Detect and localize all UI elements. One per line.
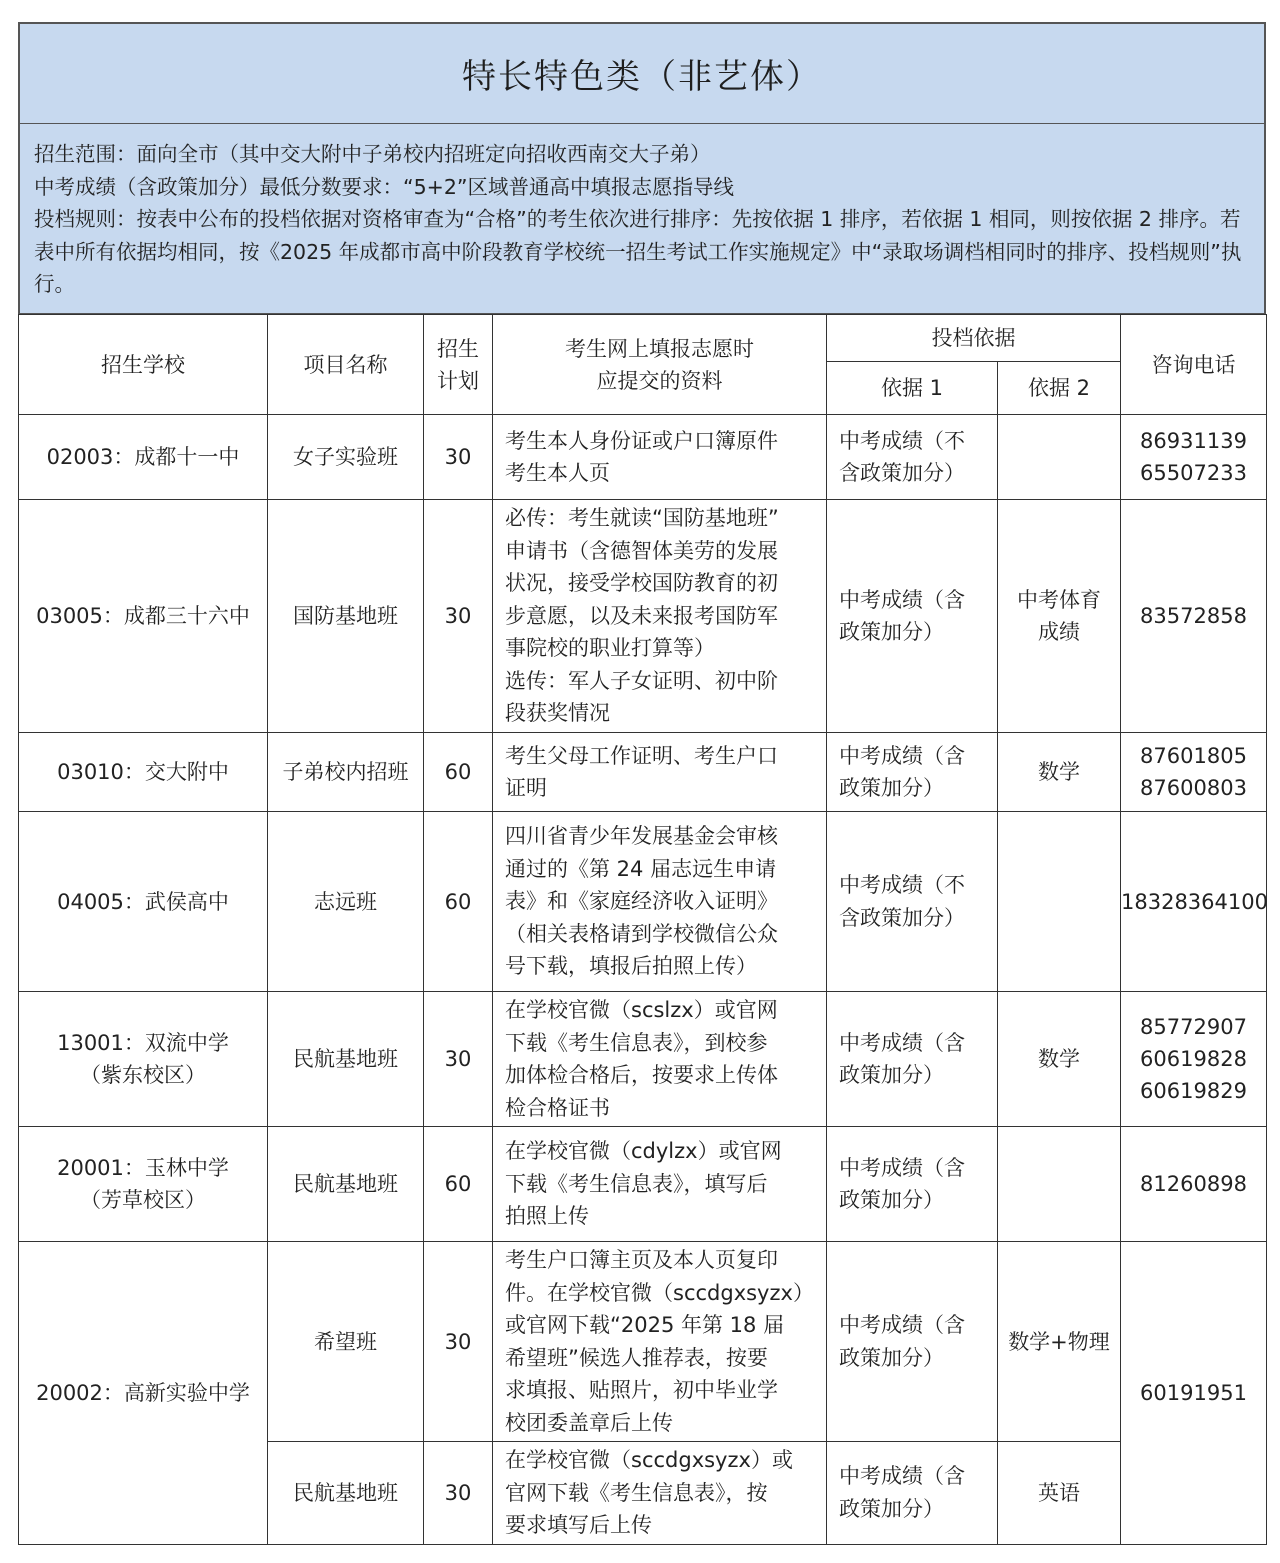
- materials-line: 下载《考生信息表》，填写后: [505, 1171, 768, 1196]
- school-cell: [19, 1127, 268, 1242]
- school-name-line: （芳草校区）: [80, 1188, 206, 1212]
- phone-cell: [1121, 733, 1267, 812]
- basis1-line: 含政策加分）: [839, 905, 965, 930]
- materials-line: 号下载，填报后拍照上传）: [505, 954, 757, 979]
- materials-line: 在学校官微（cdylzx）或官网: [505, 1139, 782, 1164]
- school-cell: [19, 733, 268, 812]
- school-cell: [19, 812, 268, 992]
- plan-cell: 30: [424, 992, 493, 1127]
- project-cell: 民航基地班: [268, 1127, 424, 1242]
- materials-line: 表》和《家庭经济收入证明》: [505, 889, 778, 914]
- header-basis2: 依据 2: [998, 362, 1121, 415]
- title-banner: [18, 22, 1266, 124]
- basis1-cell: [827, 415, 998, 500]
- materials-line: 在学校官微（scslzx）或官网: [505, 998, 778, 1022]
- header-basis1: 依据 1: [827, 362, 998, 415]
- materials-cell: [493, 733, 827, 812]
- materials-line: 证明: [505, 776, 547, 800]
- basis1-line: 政策加分）: [839, 1496, 944, 1521]
- table-body: [19, 415, 1267, 1545]
- info-panel: [18, 124, 1266, 314]
- basis1-line: 中考成绩（不: [839, 428, 965, 453]
- materials-line: 通过的《第 24 届志远生申请: [505, 856, 777, 881]
- phone-number: 60191951: [1140, 1380, 1247, 1405]
- phone-cell: [1121, 812, 1267, 992]
- basis1-cell: [827, 992, 998, 1127]
- phone-number: 83572858: [1140, 604, 1247, 628]
- materials-line: 必传：考生就读“国防基地班”: [505, 506, 779, 531]
- header-plan-line2: 计划: [437, 368, 479, 393]
- basis1-line: 中考成绩（含: [839, 587, 965, 612]
- table-row: [19, 992, 1267, 1127]
- materials-line: 要求填写后上传: [505, 1513, 652, 1537]
- materials-line: 考生本人页: [505, 461, 610, 485]
- materials-cell: [493, 1442, 827, 1545]
- phone-number: 87601805: [1140, 744, 1247, 768]
- basis1-line: 中考成绩（含: [839, 1313, 965, 1337]
- materials-cell: [493, 992, 827, 1127]
- materials-line: 加体检合格后，按要求上传体: [505, 1063, 778, 1087]
- header-materials: [493, 315, 827, 415]
- phone-cell: [1121, 500, 1267, 733]
- materials-line: 选传：军人子女证明、初中阶: [505, 668, 778, 693]
- school-name-line: 03010：交大附中: [57, 760, 229, 784]
- plan-cell: 30: [424, 1242, 493, 1442]
- materials-line: 步意愿，以及未来报考国防军: [505, 603, 778, 628]
- plan-cell: 60: [424, 812, 493, 992]
- basis1-line: 中考成绩（含: [839, 1155, 965, 1180]
- table-row: [19, 812, 1267, 992]
- phone-cell: [1121, 415, 1267, 500]
- table-row: [19, 733, 1267, 812]
- materials-cell: [493, 1127, 827, 1242]
- table-row: [19, 500, 1267, 733]
- phone-number: 60619829: [1140, 1079, 1247, 1103]
- project-cell: 民航基地班: [268, 992, 424, 1127]
- basis1-line: 中考成绩（含: [839, 743, 965, 768]
- materials-line: 检合格证书: [505, 1095, 610, 1120]
- materials-cell: [493, 1242, 827, 1442]
- materials-line: 校团委盖章后上传: [505, 1410, 673, 1435]
- school-name-line: 04005：武侯高中: [57, 889, 229, 914]
- phone-number: 87600803: [1140, 776, 1247, 800]
- materials-line: （相关表格请到学校微信公众: [505, 921, 778, 946]
- phone-cell: [1121, 1127, 1267, 1242]
- project-cell: 女子实验班: [268, 415, 424, 500]
- school-name-line: （紫东校区）: [80, 1063, 206, 1087]
- materials-line: 状况，接受学校国防教育的初: [505, 571, 778, 596]
- basis1-line: 政策加分）: [839, 776, 944, 800]
- school-cell: [19, 415, 268, 500]
- phone-number: 18328364100: [1121, 889, 1268, 914]
- project-cell: 希望班: [268, 1242, 424, 1442]
- project-cell: 国防基地班: [268, 500, 424, 733]
- phone-cell: [1121, 992, 1267, 1127]
- header-school: 招生学校: [19, 315, 268, 415]
- materials-line: 官网下载《考生信息表》，按: [505, 1480, 768, 1505]
- basis1-line: 中考成绩（含: [839, 1030, 965, 1055]
- phone-number: 65507233: [1140, 461, 1247, 485]
- basis2-cell: [998, 992, 1121, 1127]
- materials-line: 下载《考生信息表》，到校参: [505, 1030, 768, 1055]
- header-basis: 投档依据: [827, 315, 1121, 362]
- basis1-line: 含政策加分）: [839, 461, 965, 485]
- basis2-cell: [998, 812, 1121, 992]
- basis1-cell: [827, 1442, 998, 1545]
- school-cell: [19, 500, 268, 733]
- basis1-line: 政策加分）: [839, 1345, 944, 1370]
- basis1-line: 政策加分）: [839, 1188, 944, 1212]
- basis2-cell: [998, 500, 1121, 733]
- materials-line: 四川省青少年发展基金会审核: [505, 824, 778, 849]
- info-rules: 投档规则：按表中公布的投档依据对资格审查为“合格”的考生依次进行排序：先按依据 1 排序，若依据 1 相同，则按依据 2 排序。若表中所有依据均相同，按《2025 年成都市高中阶段教育学校统一招生考试工作实施规定》中“录取场调档相同时的排序、投档规则”执行。: [34, 207, 1242, 296]
- header-project: 项目名称: [268, 315, 424, 415]
- basis1-cell: [827, 500, 998, 733]
- basis2-cell: [998, 1127, 1121, 1242]
- basis1-cell: [827, 1127, 998, 1242]
- plan-cell: 60: [424, 1127, 493, 1242]
- materials-line: 希望班”候选人推荐表，按要: [505, 1345, 768, 1370]
- basis2-line: 数学: [1038, 1047, 1080, 1071]
- materials-cell: [493, 415, 827, 500]
- basis1-line: 政策加分）: [839, 1063, 944, 1087]
- school-name-line: 03005：成都三十六中: [36, 604, 250, 628]
- project-cell: 民航基地班: [268, 1442, 424, 1545]
- materials-line: 在学校官微（sccdgxsyzx）或: [505, 1448, 793, 1472]
- materials-line: 或官网下载“2025 年第 18 届: [505, 1313, 785, 1337]
- phone-number: 86931139: [1140, 429, 1247, 453]
- header-materials-line1: 考生网上填报志愿时: [565, 336, 754, 361]
- header-phone: 咨询电话: [1121, 315, 1267, 415]
- phone-number: 85772907: [1140, 1015, 1247, 1039]
- basis1-cell: [827, 733, 998, 812]
- basis2-line: 成绩: [1038, 620, 1080, 644]
- school-name-line: 20002：高新实验中学: [36, 1380, 250, 1405]
- project-cell: 志远班: [268, 812, 424, 992]
- info-min-score: 中考成绩（含政策加分）最低分数要求：“5+2”区域普通高中填报志愿指导线: [34, 174, 735, 199]
- materials-line: 事院校的职业打算等）: [505, 636, 715, 661]
- materials-line: 段获奖情况: [505, 701, 610, 726]
- basis2-cell: [998, 1242, 1121, 1442]
- header-plan: [424, 315, 493, 415]
- info-scope: 招生范围：面向全市（其中交大附中子弟校内招班定向招收西南交大子弟）: [34, 142, 711, 166]
- phone-number: 60619828: [1140, 1047, 1247, 1071]
- materials-line: 求填报、贴照片，初中毕业学: [505, 1378, 778, 1402]
- table-row: [19, 1127, 1267, 1242]
- table-row: [19, 1242, 1267, 1442]
- materials-cell: [493, 500, 827, 733]
- school-cell: [19, 1242, 268, 1545]
- admission-table: [18, 314, 1267, 1545]
- phone-cell: [1121, 1242, 1267, 1545]
- basis2-cell: [998, 1442, 1121, 1545]
- basis2-line: 数学+物理: [1008, 1329, 1110, 1354]
- page-title: 特长特色类（非艺体）: [462, 57, 822, 97]
- school-name-line: 20001：玉林中学: [57, 1156, 229, 1180]
- school-name-line: 02003：成都十一中: [46, 445, 240, 469]
- project-cell: 子弟校内招班: [268, 733, 424, 812]
- basis2-line: 中考体育: [1017, 588, 1101, 612]
- basis1-line: 中考成绩（含: [839, 1464, 965, 1489]
- materials-line: 考生父母工作证明、考生户口: [505, 743, 778, 768]
- plan-cell: 30: [424, 415, 493, 500]
- basis2-line: 数学: [1038, 760, 1080, 784]
- phone-number: 81260898: [1140, 1172, 1247, 1196]
- materials-line: 申请书（含德智体美劳的发展: [505, 538, 778, 563]
- header-plan-line1: 招生: [437, 336, 479, 361]
- table-row: [19, 415, 1267, 500]
- basis1-cell: [827, 1242, 998, 1442]
- materials-line: 考生本人身份证或户口簿原件: [505, 428, 778, 453]
- materials-cell: [493, 812, 827, 992]
- plan-cell: 30: [424, 1442, 493, 1545]
- school-name-line: 13001：双流中学: [57, 1031, 229, 1055]
- basis2-cell: [998, 733, 1121, 812]
- materials-line: 件。在学校官微（sccdgxsyzx）: [505, 1280, 814, 1305]
- basis1-line: 中考成绩（不: [839, 873, 965, 897]
- header-materials-line2: 应提交的资料: [596, 368, 723, 393]
- materials-line: 拍照上传: [505, 1204, 589, 1229]
- materials-line: 考生户口簿主页及本人页复印: [505, 1248, 778, 1272]
- basis1-line: 政策加分）: [839, 620, 944, 644]
- basis2-cell: [998, 415, 1121, 500]
- basis2-line: 英语: [1038, 1480, 1080, 1505]
- plan-cell: 30: [424, 500, 493, 733]
- basis1-cell: [827, 812, 998, 992]
- plan-cell: 60: [424, 733, 493, 812]
- admission-sheet: [18, 22, 1266, 1545]
- school-cell: [19, 992, 268, 1127]
